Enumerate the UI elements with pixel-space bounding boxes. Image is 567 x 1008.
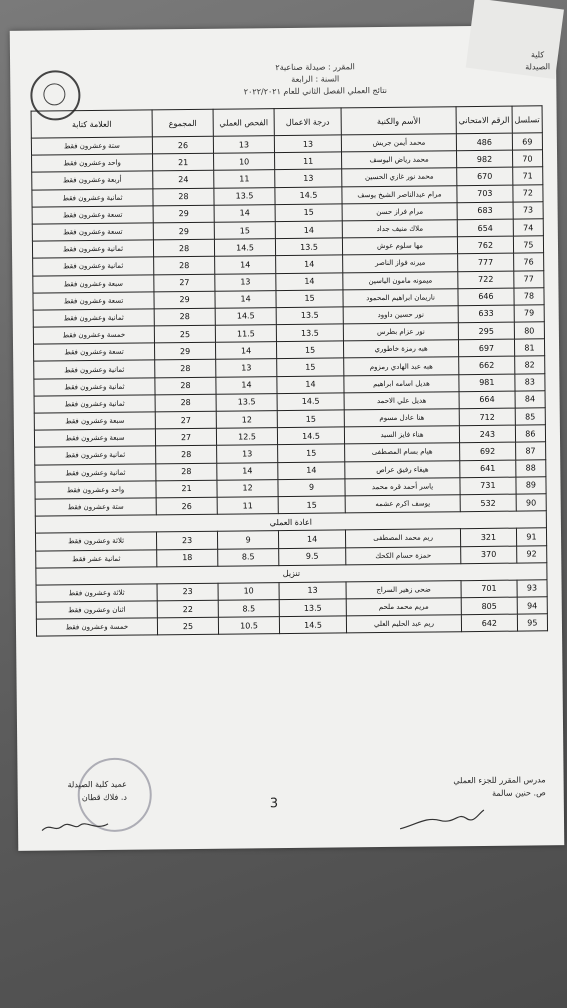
cell-serial: 95 [517, 614, 547, 632]
course-line: المقرر : صيدلة صناعية٢ [275, 62, 355, 73]
cell-exam-number: 532 [460, 494, 516, 512]
cell-exam-number: 670 [457, 167, 513, 185]
cell-coursework: 14 [279, 530, 346, 548]
cell-serial: 77 [514, 270, 544, 288]
cell-written-grade: تسعة وعشرون فقط [32, 223, 153, 241]
cell-serial: 91 [516, 528, 546, 546]
cell-coursework: 9 [278, 479, 345, 497]
cell-coursework: 14.5 [277, 393, 344, 411]
cell-serial: 76 [513, 253, 543, 271]
title-line: نتائج العملي الفصل الثاني للعام ٢٠٢٢/٢٠٢١ [243, 85, 387, 97]
cell-practical: 14.5 [215, 307, 276, 325]
cell-practical: 14 [215, 256, 276, 274]
cell-exam-number: 731 [460, 477, 516, 495]
cell-practical: 15 [214, 222, 275, 240]
cell-practical: 13 [217, 445, 278, 463]
main-rows [31, 133, 546, 516]
cell-exam-number: 633 [458, 305, 514, 323]
cell-name: هديل اسامه ابراهيم [344, 374, 459, 392]
dean-name: د. فلاك قطان [81, 792, 128, 803]
cell-name: ضحى زهير السراج [346, 581, 461, 599]
cell-total: 24 [153, 171, 214, 189]
cell-name: محمد أيمن جريش [341, 134, 456, 152]
cell-serial: 81 [514, 339, 544, 357]
cell-name: محمد رياض اليوسف [342, 151, 457, 169]
cell-coursework: 13.5 [275, 238, 342, 256]
cell-practical: 14 [216, 342, 277, 360]
dean-block [68, 778, 127, 805]
cell-serial: 83 [515, 373, 545, 391]
cell-total: 23 [157, 583, 218, 601]
cell-total: 28 [155, 360, 216, 378]
cell-name: حمزة حسام الكحك [346, 546, 461, 564]
cell-practical: 11 [214, 170, 275, 188]
column-header-exam-number: الرقم الامتحاني [456, 106, 512, 134]
cell-written-grade: اثنان وعشرون فقط [36, 601, 157, 619]
cell-practical: 9 [218, 531, 279, 549]
cell-written-grade: ثمانية وعشرون فقط [35, 446, 156, 464]
cell-serial: 93 [517, 580, 547, 598]
cell-exam-number: 642 [461, 614, 517, 632]
cell-total: 27 [155, 411, 216, 429]
cell-practical: 13.5 [214, 187, 275, 205]
college-header [525, 49, 550, 73]
cell-name: محمد نور غازي الحسين [342, 168, 457, 186]
cell-exam-number: 243 [459, 425, 515, 443]
cell-name: ملاك منيف جداد [342, 220, 457, 238]
cell-practical: 14 [217, 462, 278, 480]
transfer-rows [36, 580, 548, 637]
cell-total: 18 [157, 549, 218, 567]
cell-total: 26 [156, 497, 217, 515]
cell-written-grade: ثمانية وعشرون فقط [34, 395, 155, 413]
cell-written-grade: خمسة وعشرون فقط [36, 618, 157, 636]
cell-name: هبه رمزة خاطوري [344, 340, 459, 358]
cell-name: ريم عبد الحليم العلي [346, 615, 461, 633]
column-header-name: الأسم والكنية [341, 107, 456, 135]
cell-coursework: 15 [278, 444, 345, 462]
instructor-title: مدرس المقرر للجزء العملي [453, 775, 546, 786]
cell-total: 29 [154, 291, 215, 309]
cell-total: 29 [155, 342, 216, 360]
cell-practical: 11 [217, 497, 278, 515]
cell-exam-number: 370 [461, 546, 517, 564]
cell-practical: 14 [215, 290, 276, 308]
cell-serial: 84 [515, 391, 545, 409]
cell-written-grade: تسعة وعشرون فقط [32, 206, 153, 224]
cell-written-grade: ستة وعشرون فقط [35, 498, 156, 516]
cell-exam-number: 646 [458, 288, 514, 306]
column-header-serial: تسلسل [512, 106, 542, 133]
cell-written-grade: ثمانية وعشرون فقط [33, 309, 154, 327]
cell-written-grade: تسعة وعشرون فقط [33, 292, 154, 310]
cell-coursework: 14 [277, 376, 344, 394]
cell-name: هبه عبد الهادي رمزوم [344, 357, 459, 375]
cell-exam-number: 762 [457, 236, 513, 254]
cell-name: مرام فراز حسن [342, 202, 457, 220]
cell-written-grade: ثمانية وعشرون فقط [32, 240, 153, 258]
cell-exam-number: 683 [457, 202, 513, 220]
cell-serial: 79 [514, 305, 544, 323]
cell-coursework: 15 [276, 290, 343, 308]
cell-exam-number: 662 [459, 357, 515, 375]
cell-total: 21 [153, 153, 214, 171]
cell-practical: 12.5 [216, 428, 277, 446]
cell-practical: 13 [216, 359, 277, 377]
cell-written-grade: ستة وعشرون فقط [31, 137, 152, 155]
instructor-block [453, 773, 546, 800]
document-header [220, 61, 410, 99]
cell-exam-number: 982 [457, 150, 513, 168]
cell-practical: 8.5 [218, 600, 279, 618]
cell-serial: 86 [515, 425, 545, 443]
cell-serial: 75 [513, 236, 543, 254]
cell-total: 28 [155, 377, 216, 395]
cell-written-grade: سبعة وعشرون فقط [34, 429, 155, 447]
cell-exam-number: 722 [458, 271, 514, 289]
cell-serial: 71 [512, 167, 542, 185]
column-header-practical: الفحص العملي [213, 109, 274, 137]
cell-name: ميرنه فواز الناصر [343, 254, 458, 272]
cell-written-grade: تسعة وعشرون فقط [34, 343, 155, 361]
cell-name: نور عزام بطرس [343, 323, 458, 341]
repeat-rows [35, 528, 546, 568]
cell-name: مها سلوم عوش [342, 237, 457, 255]
document-page [10, 25, 565, 851]
cell-total: 28 [154, 257, 215, 275]
cell-practical: 12 [217, 479, 278, 497]
instructor-name: ص. حنين سالمة [492, 788, 546, 798]
cell-coursework: 9.5 [279, 547, 346, 565]
section-transfer-label: تنزيل [36, 562, 547, 585]
cell-practical: 14.5 [214, 239, 275, 257]
cell-serial: 69 [512, 133, 542, 151]
college-line-1: كلية [530, 50, 545, 60]
page-number: 3 [269, 796, 279, 812]
cell-serial: 94 [517, 597, 547, 615]
cell-coursework: 13.5 [279, 599, 346, 617]
cell-coursework: 14.5 [275, 186, 342, 204]
cell-serial: 85 [515, 408, 545, 426]
cell-serial: 87 [515, 442, 545, 460]
column-header-total: المجموع [152, 109, 213, 137]
cell-serial: 72 [513, 184, 543, 202]
cell-exam-number: 486 [456, 133, 512, 151]
cell-exam-number: 641 [460, 460, 516, 478]
college-line-2: الصيدلة [525, 62, 551, 72]
cell-coursework: 14 [275, 221, 342, 239]
cell-written-grade: سبعة وعشرون فقط [33, 274, 154, 292]
cell-total: 27 [155, 428, 216, 446]
cell-written-grade: أربعة وعشرون فقط [32, 171, 153, 189]
cell-coursework: 15 [275, 204, 342, 222]
cell-coursework: 13 [275, 169, 342, 187]
cell-name: ناريمان ابراهيم المحمود [343, 288, 458, 306]
cell-total: 29 [153, 222, 214, 240]
cell-serial: 78 [514, 287, 544, 305]
cell-coursework: 14.5 [279, 616, 346, 634]
cell-coursework: 13 [279, 582, 346, 600]
cell-coursework: 13 [274, 135, 341, 153]
cell-total: 28 [156, 463, 217, 481]
cell-exam-number: 664 [459, 391, 515, 409]
cell-serial: 89 [516, 477, 546, 495]
cell-total: 28 [156, 446, 217, 464]
cell-written-grade: ثمانية وعشرون فقط [32, 188, 153, 206]
cell-name: مرام عبدالناصر الشيخ يوسف [342, 185, 457, 203]
cell-coursework: 15 [277, 341, 344, 359]
cell-written-grade: ثلاثة وعشرون فقط [35, 532, 156, 550]
cell-written-grade: سبعة وعشرون فقط [34, 412, 155, 430]
cell-coursework: 14.5 [277, 427, 344, 445]
cell-written-grade: واحد وعشرون فقط [35, 481, 156, 499]
cell-written-grade: ثمانية وعشرون فقط [33, 257, 154, 275]
cell-coursework: 15 [278, 496, 345, 514]
cell-exam-number: 981 [459, 374, 515, 392]
cell-name: هيام بسام المصطفى [345, 443, 460, 461]
section-repeat-label: اعادة العملي [35, 511, 546, 534]
cell-exam-number: 295 [458, 322, 514, 340]
cell-name: هيفاء رفيق عراص [345, 460, 460, 478]
cell-total: 25 [157, 617, 218, 635]
cell-total: 22 [157, 600, 218, 618]
cell-serial: 73 [513, 202, 543, 220]
cell-total: 28 [153, 239, 214, 257]
cell-coursework: 14 [276, 272, 343, 290]
cell-total: 29 [153, 205, 214, 223]
cell-coursework: 13.5 [276, 324, 343, 342]
cell-exam-number: 692 [460, 442, 516, 460]
cell-serial: 88 [516, 459, 546, 477]
cell-written-grade: خمسة وعشرون فقط [33, 326, 154, 344]
cell-name: هديل علي الاحمد [344, 392, 459, 410]
cell-written-grade: واحد وعشرون فقط [32, 154, 153, 172]
cell-serial: 80 [514, 322, 544, 340]
cell-practical: 10.5 [218, 617, 279, 635]
cell-practical: 10 [214, 153, 275, 171]
cell-name: مريم محمد ملحم [346, 598, 461, 616]
cell-practical: 13 [213, 136, 274, 154]
cell-coursework: 15 [277, 410, 344, 428]
cell-exam-number: 703 [457, 185, 513, 203]
cell-practical: 8.5 [218, 548, 279, 566]
cell-serial: 74 [513, 219, 543, 237]
cell-coursework: 15 [277, 358, 344, 376]
cell-total: 28 [153, 188, 214, 206]
cell-coursework: 14 [276, 255, 343, 273]
cell-practical: 10 [218, 582, 279, 600]
cell-serial: 92 [516, 545, 546, 563]
cell-practical: 13 [215, 273, 276, 291]
cell-exam-number: 777 [458, 253, 514, 271]
cell-total: 28 [154, 308, 215, 326]
cell-written-grade: ثمانية وعشرون فقط [34, 360, 155, 378]
cell-total: 25 [154, 325, 215, 343]
cell-exam-number: 321 [460, 528, 516, 546]
cell-name: هناء فايز السيد [344, 426, 459, 444]
cell-exam-number: 805 [461, 597, 517, 615]
cell-coursework: 14 [278, 461, 345, 479]
cell-exam-number: 654 [457, 219, 513, 237]
cell-serial: 82 [514, 356, 544, 374]
cell-name: نور حسين داوود [343, 306, 458, 324]
cell-name: يوسف اكرم عشمه [345, 495, 460, 513]
column-header-coursework: درجة الاعمال [274, 108, 341, 136]
cell-written-grade: ثمانية وعشرون فقط [34, 378, 155, 396]
cell-name: ياسر أحمد قره محمد [345, 477, 460, 495]
cell-written-grade: ثلاثة وعشرون فقط [36, 584, 157, 602]
column-header-written-grade: العلامة كتابة [31, 110, 152, 138]
cell-exam-number: 701 [461, 580, 517, 598]
cell-name: هنا عادل مسوم [344, 409, 459, 427]
cell-practical: 14 [214, 204, 275, 222]
dean-signature-icon [40, 820, 110, 835]
cell-practical: 12 [216, 411, 277, 429]
cell-coursework: 11 [275, 152, 342, 170]
cell-exam-number: 712 [459, 408, 515, 426]
cell-total: 28 [155, 394, 216, 412]
dean-title: عميد كلية الصيدلة [67, 779, 127, 790]
cell-total: 23 [157, 532, 218, 550]
cell-name: ريم محمد المصطفى [346, 529, 461, 547]
results-table [31, 105, 548, 637]
cell-practical: 13.5 [216, 393, 277, 411]
cell-written-grade: ثمانية عشر فقط [36, 549, 157, 567]
cell-name: ميمونه مامون الياسين [343, 271, 458, 289]
cell-exam-number: 697 [459, 339, 515, 357]
instructor-signature-icon [396, 806, 486, 833]
cell-practical: 14 [216, 376, 277, 394]
cell-total: 26 [152, 136, 213, 154]
cell-total: 27 [154, 274, 215, 292]
cell-total: 21 [156, 480, 217, 498]
year-line: السنة : الرابعة [291, 74, 340, 84]
cell-serial: 70 [512, 150, 542, 168]
cell-coursework: 13.5 [276, 307, 343, 325]
cell-serial: 90 [516, 494, 546, 512]
cell-practical: 11.5 [215, 325, 276, 343]
cell-written-grade: ثمانية وعشرون فقط [35, 463, 156, 481]
